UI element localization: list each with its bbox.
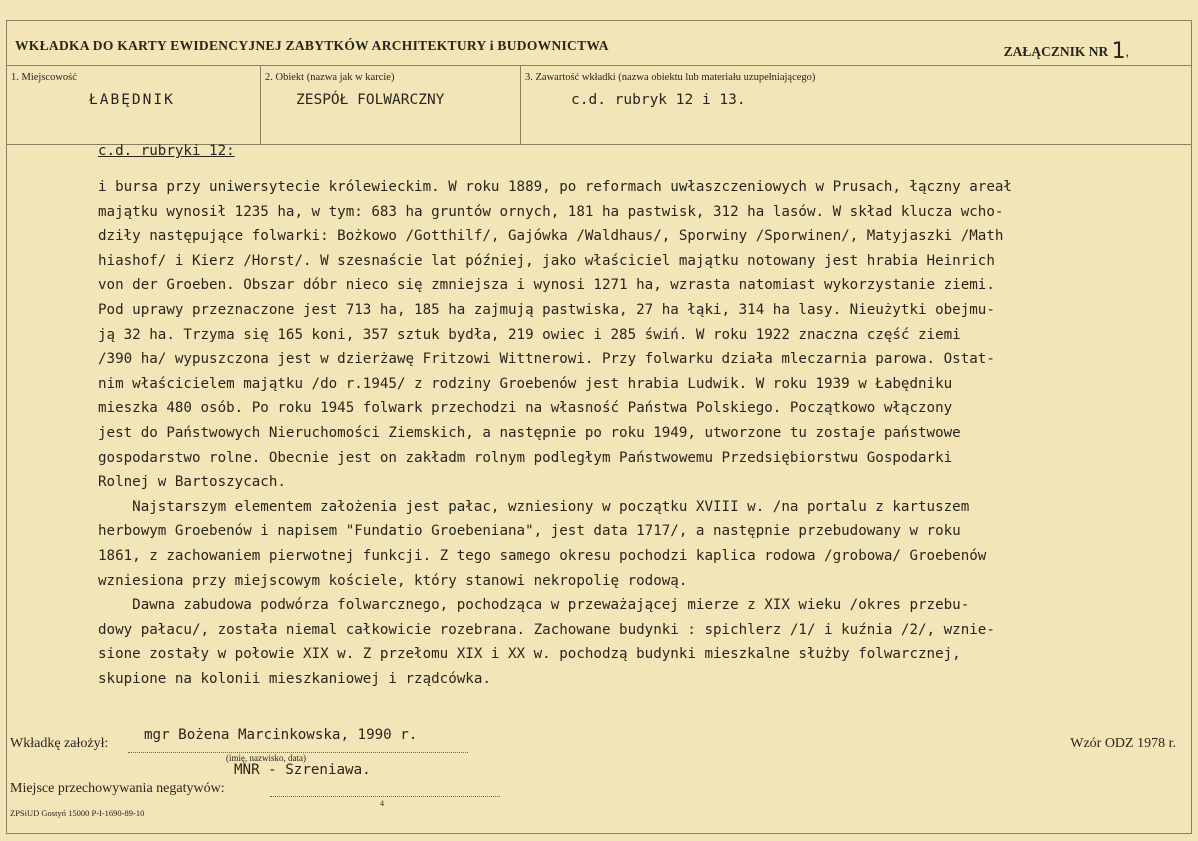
body-line: von der Groeben. Obszar dóbr nieco się zmniejsza i wynosi 1271 ha, wzrasta natomiast wykorzystanie ziemi. <box>98 277 995 294</box>
attachment-number-value: 1 <box>1111 39 1126 64</box>
fields-row <box>7 65 1191 145</box>
body-line: herbowym Groebenów i napisem "Fundatio Groebeniana", jest data 1717/, a następnie przebudowany w roku <box>98 523 961 540</box>
body-line: skupione na kolonii mieszkaniowej i rządcówka. <box>98 670 491 687</box>
object-field <box>261 66 521 144</box>
body-line: dziły następujące folwarki: Bożkowo /Gotthilf/, Gajówka /Waldhaus/, Sporwiny /Sporwinen/, Matyjaszki /Math <box>98 228 1004 245</box>
storage-place-value: MNR - Szreniawa. <box>234 762 371 778</box>
document-title: WKŁADKA DO KARTY EWIDENCYJNEJ ZABYTKÓW ARCHITEKTURY i BUDOWNICTWA <box>15 38 609 53</box>
object-label: 2. Obiekt (nazwa jak w karcie) <box>265 72 395 83</box>
form-model: Wzór ODZ 1978 r. <box>1070 736 1176 751</box>
negatives-label: Miejsce przechowywania negatywów: <box>10 781 225 796</box>
section-heading: c.d. rubryki 12: <box>98 143 235 159</box>
author-value: mgr Bożena Marcinkowska, 1990 r. <box>144 727 418 743</box>
locality-value: ŁABĘDNIK <box>89 92 175 108</box>
content-value: c.d. rubryk 12 i 13. <box>571 92 746 108</box>
body-line: gospodarstwo rolne. Obecnie jest on zakładm rolnym podległym Państwowemu Przedsiębiorstwu Gospodarki <box>98 449 953 466</box>
attachment-number <box>1004 37 1129 62</box>
body-line: Najstarszym elementem założenia jest pałac, wzniesiony w początku XVIII w. /na portalu z kartuszem <box>98 498 970 515</box>
body-line: /390 ha/ wypuszczona jest w dzierżawę Fritzowi Wittnerowi. Przy folwarku działa mleczarnia parowa. Ostat- <box>98 351 995 368</box>
attachment-number-suffix: , <box>1125 44 1129 59</box>
body-line: 1861, z zachowaniem pierwotnej funkcji. Z tego samego okresu pochodzi kaplica rodowa /grobowa/ Groebenów <box>98 547 987 564</box>
body-line: majątku wynosił 1235 ha, w tym: 683 ha gruntów ornych, 181 ha pastwisk, 312 ha lasów. W skład klucza wcho- <box>98 203 1004 220</box>
locality-field <box>7 66 261 144</box>
body-line: mieszka 480 osób. Po roku 1945 folwark przechodzi na własność Państwa Polskiego. Początkowo włączony <box>98 400 953 417</box>
body-line: ją 32 ha. Trzyma się 165 koni, 357 sztuk bydła, 219 owiec i 285 świń. W roku 1922 znaczna część ziemi <box>98 326 961 343</box>
small-mark: 4 <box>380 799 384 808</box>
author-label: Wkładkę założył: <box>10 736 109 751</box>
locality-label: 1. Miejscowość <box>11 72 77 83</box>
author-sublabel: (imię, nazwisko, data) <box>226 753 306 763</box>
content-label: 3. Zawartość wkładki (nazwa obiektu lub materiału uzupełniającego) <box>525 72 816 83</box>
body-line: hiashof/ i Kierz /Horst/. W szesnaście lat później, jako właściciel majątku notowany jest hrabia Heinrich <box>98 252 995 269</box>
printer-imprint: ZPSiUD Gostyń 15000 P-I-1690-89-10 <box>10 808 145 818</box>
attachment-label: ZAŁĄCZNIK NR <box>1003 44 1109 59</box>
negatives-dotted-line <box>270 796 500 797</box>
object-value: ZESPÓŁ FOLWARCZNY <box>296 92 445 108</box>
content-field <box>521 66 1191 144</box>
body-line: nim właścicielem majątku /do r.1945/ z rodziny Groebenów jest hrabia Ludwik. W roku 1939 w Łabędniku <box>98 375 953 392</box>
body-line: wzniesiona przy miejscowym kościele, który stanowi nekropolię rodową. <box>98 572 688 589</box>
body-text <box>98 175 1188 691</box>
body-line: Pod uprawy przeznaczone jest 713 ha, 185 ha zajmują pastwiska, 27 ha łąki, 314 ha lasy. Nieużytki obejmu- <box>98 301 995 318</box>
body-line: i bursa przy uniwersytecie królewieckim. W roku 1889, po reformach uwłaszczeniowych w Prusach, łączny areał <box>98 179 1012 195</box>
body-line: dowy pałacu/, została niemal całkowicie rozebrana. Zachowane budynki : spichlerz /1/ i kuźnia /2/, wznie- <box>98 621 995 638</box>
body-line: sione zostały w połowie XIX w. Z przełomu XIX i XX w. pochodzą budynki mieszkalne służby folwarcznej, <box>98 646 961 663</box>
body-line: jest do Państwowych Nieruchomości Ziemskich, a następnie po roku 1949, utworzone tu zostaje państwowe <box>98 424 961 441</box>
body-line: Rolnej w Bartoszycach. <box>98 474 286 491</box>
body-line: Dawna zabudowa podwórza folwarcznego, pochodząca w przeważającej mierze z XIX wieku /okres przebu- <box>98 597 970 614</box>
